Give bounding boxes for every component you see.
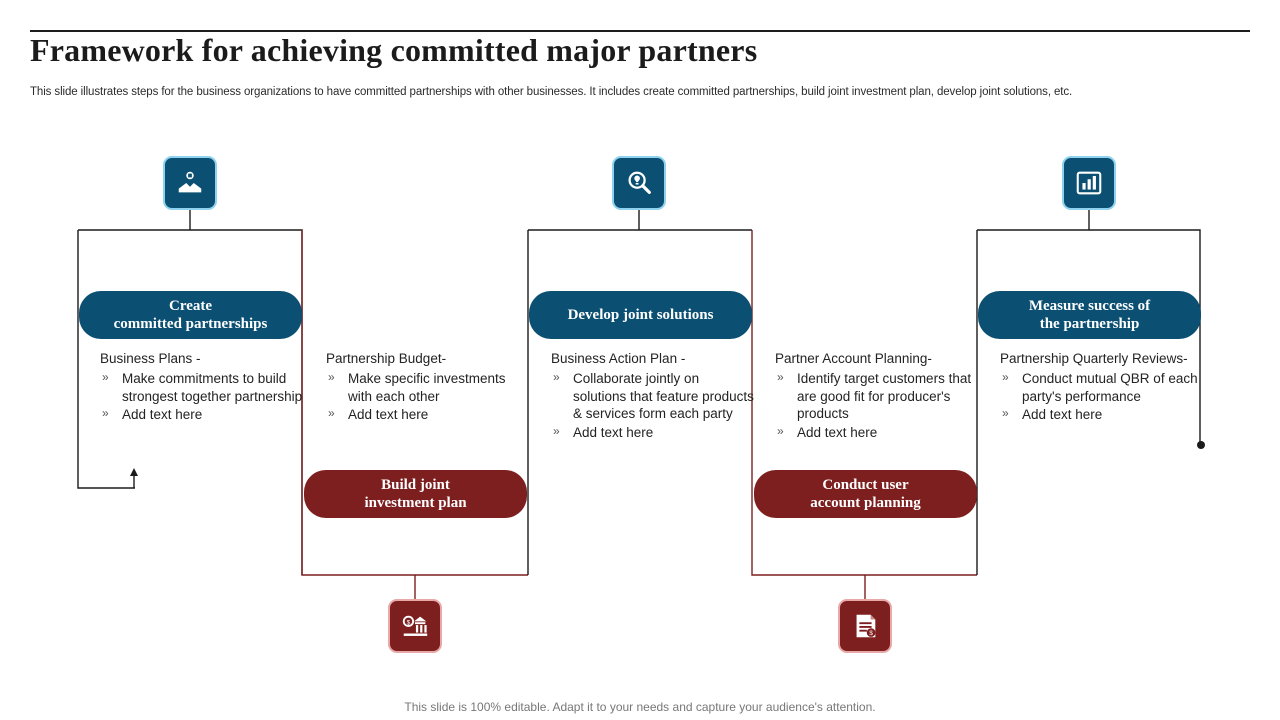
- list-item: [551, 424, 756, 442]
- step-pill-1[interactable]: Create committed partnerships: [79, 291, 302, 339]
- bullet-text: Conduct mutual QBR of each party's performance: [1022, 370, 1198, 404]
- bullet-marker-icon: »: [102, 406, 109, 421]
- step-head-5: Partnership Quarterly Reviews-: [1000, 351, 1188, 366]
- step-bullets-1: [100, 370, 305, 424]
- svg-text:$: $: [869, 630, 873, 638]
- list-item: [551, 370, 756, 423]
- investment-bank-coins-icon: [388, 599, 442, 653]
- list-item: [326, 370, 531, 406]
- list-item: [326, 406, 531, 424]
- footer-note: This slide is 100% editable. Adapt it to your needs and capture your audience's attention.: [404, 700, 876, 714]
- bullet-marker-icon: »: [553, 369, 560, 384]
- bullet-text: Add text here: [797, 425, 878, 441]
- bullet-marker-icon: »: [1002, 406, 1009, 421]
- step-pill-2[interactable]: Build joint investment plan: [304, 470, 527, 518]
- account-planning-document-icon: [838, 599, 892, 653]
- bullet-marker-icon: »: [553, 424, 560, 439]
- bullet-marker-icon: »: [102, 369, 109, 384]
- step-head-2: Partnership Budget-: [326, 351, 447, 366]
- bullet-text: Add text here: [1022, 407, 1103, 423]
- step-head-4: Partner Account Planning-: [775, 351, 932, 366]
- bullet-text: Add text here: [122, 407, 203, 423]
- bullet-marker-icon: »: [328, 406, 335, 421]
- step-text-5: [1000, 350, 1205, 425]
- step-bullets-4: [775, 370, 980, 442]
- bullet-marker-icon: »: [1002, 369, 1009, 384]
- handshake-partnership-icon: [163, 156, 217, 210]
- lightbulb-search-solution-icon: [612, 156, 666, 210]
- bullet-marker-icon: »: [328, 369, 335, 384]
- list-item: [1000, 406, 1205, 424]
- bullet-text: Add text here: [573, 425, 654, 441]
- step-text-1: [100, 350, 305, 425]
- list-item: [775, 370, 980, 423]
- step-text-3: [551, 350, 756, 443]
- step-head-3: Business Action Plan -: [551, 351, 686, 366]
- bullet-text: Make commitments to build strongest together partnership: [122, 370, 303, 404]
- bullet-text: Identify target customers that are good fit for producer's products: [797, 370, 972, 422]
- list-item: [100, 370, 305, 406]
- step-text-4: [775, 350, 980, 443]
- page-title: Framework for achieving committed major partners: [30, 32, 758, 68]
- page-subtitle: This slide illustrates steps for the business organizations to have committed partnerships with other businesses. It includes create committed partnerships, build joint investment plan, develop joint solutions, etc.: [30, 86, 1073, 98]
- step-head-1: Business Plans -: [100, 351, 201, 366]
- step-bullets-2: [326, 370, 531, 424]
- bullet-marker-icon: »: [777, 424, 784, 439]
- bullet-text: Add text here: [348, 407, 429, 423]
- list-item: [1000, 370, 1205, 406]
- step-pill-5[interactable]: Measure success of the partnership: [978, 291, 1201, 339]
- bullet-text: Make specific investments with each other: [348, 370, 506, 404]
- list-item: [775, 424, 980, 442]
- step-text-2: [326, 350, 531, 425]
- bar-chart-growth-icon: [1062, 156, 1116, 210]
- bullet-text: Collaborate jointly on solutions that feature products & services form each party: [573, 370, 754, 422]
- list-item: [100, 406, 305, 424]
- step-bullets-3: [551, 370, 756, 442]
- step-pill-3[interactable]: Develop joint solutions: [529, 291, 752, 339]
- step-bullets-5: [1000, 370, 1205, 424]
- svg-text:$: $: [406, 619, 411, 627]
- bullet-marker-icon: »: [777, 369, 784, 384]
- step-pill-4[interactable]: Conduct user account planning: [754, 470, 977, 518]
